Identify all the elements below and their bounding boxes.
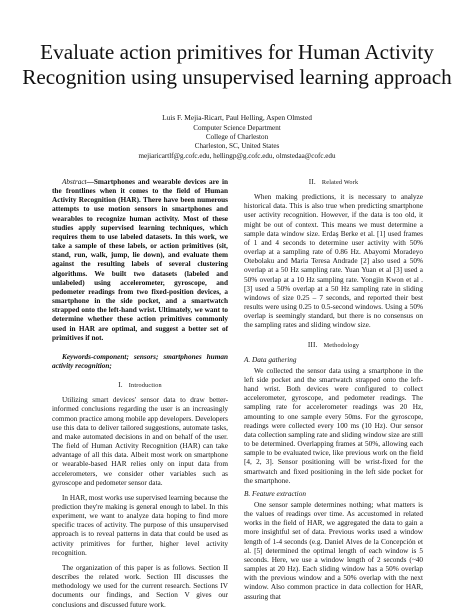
section-number: II. [308,178,316,186]
subsection-heading-data-gathering: A. Data gathering [244,355,297,364]
section-heading-introduction [52,381,228,390]
affiliation-college: College of Charleston [205,133,269,142]
section-heading-related-work [244,178,423,187]
section-number: I. [118,381,123,390]
affiliation-department: Computer Science Department [193,124,281,132]
keywords: Keywords-component; sensors; smartphones human activity recognition; [52,352,228,370]
affiliation-block [0,124,474,161]
section-title: Related Work [321,179,359,186]
abstract-label: Abstract [62,178,87,186]
intro-paragraph-1: Utilizing smart devices' sensor data to draw better-informed conclusions regarding the user is an increasingly common practice among mobile app developers. Developers use this data to deliver tailored suggestions, automate tasks, and make automated decisions in and on behalf of the user. The field of Human Activity Recognition (HAR) can take advantage of all this data. Albeit most work on smartphone or wearable-based HAR relies only on input data from accelerometers, we consider other variables such as gyroscope and pedometer sensor data. [52,396,228,487]
section-number: III. [307,340,318,349]
author-list: Luis F. Mejia-Ricart, Paul Helling, Aspen Olmsted [162,113,312,122]
abstract-text: —Smartphones and wearable devices are in the frontlines when it comes to the field of Human Activity Recognition (HAR). There have been numerous attempts to use motion sensors in smartphones and wearables to recognize human activity. Most of these studies apply supervised learning techniques, which requires them to use labeled datasets. In this work, we take a sample of these labels, or action primitives (sit, stand, run, walk, jump, lie down), and evaluate them against the resulting labels of several clustering algorithms. We built two datasets (labeled and unlabeled) using accelerometer, gyroscope, and pedometer readings from two fixed-position devices, a smartphone in the side pocket, and a smartwatch strapped onto the left-hand wrist. Ultimately, we want to determine whether these action primitives commonly used in HAR are optimal, and suggest a better set of primitives if not. [52,178,228,342]
affiliation-emails: mejiaricartlf@g.cofc.edu, hellingp@g.cofc.edu, olmstedaa@cofc.edu [138,151,336,160]
section-title: Introduction [128,382,162,390]
section-heading-methodology [244,341,423,350]
intro-paragraph-2: In HAR, most works use supervised learning because the prediction they're making is general enough to label. In this experiment, we want to analyze data hoping to find more specific traces of activity. The purpose of this unsupervised approach is to reveal patterns in data that could be used as activity primitives for further, higher level activity recognition. [52,493,228,557]
left-column [52,178,228,610]
section-title: Methodology [323,341,360,349]
related-work-paragraph: When making predictions, it is necessary to analyze historical data. This is also true when predicting smartphone user activity recognition. However, if the data is too old, it might be out of context. This means we must determine a sample data window size. Erdaş Berke et al. [1] used frames of 1 and 4 seconds to determine user activity with 50% overlap at a sampling rate of 0.86 Hz. Abayomi Moradeyo Otebolaku and Maria Teresa Andrade [2] also used a 50% overlap at a 50 Hz sampling rate. Yuan Yuan et al [3] used a 50% overlap at a 10 Hz sampling rate. Yongjin Kwon et al . [3] used a 50% overlap at a 50 Hz sampling rate in sliding windows of size 0.25 – 7 seconds, and reported their best results were using 0.25 to 0.5-second windows. Using a 50% overlap is seemingly standard, but there is no consensus on the sampling rates and sliding window size. [244,193,423,330]
paper-title: Evaluate action primitives for Human Activity Recognition using unsupervised learning approach [22,40,452,89]
abstract [52,178,228,343]
subsection-heading-feature-extraction: B. Feature extraction [244,489,306,498]
right-column [244,178,423,602]
affiliation-location: Charleston, SC, United States [194,142,280,151]
feature-extraction-paragraph: One sensor sample determines nothing; what matters is the values of readings over time. As accustomed in related works in the field of HAR, we aggregated the data to gain a more insightful set of data. Previous works used a window length of 1-4 seconds (e.g. Daniel Alves de la Concepción et al. [5] determined the optimal length of each window is 5 seconds. Here, we use a window length of 2 seconds (~40 samples at 20 Hz). Each sliding window has a 50% overlap with the previous window and a 50% overlap with the next window. Also common practice in data collection for HAR, assuring that [244,501,423,601]
methodology-paragraph: We collected the sensor data using a smartphone in the left side pocket and the smartwatch strapped onto the left-hand wrist. Both devices were configured to collect accelerometer, gyroscope, and pedometer readings. The sampling rate for accelerometer readings was 20 Hz, amounting to one sample every 50ms. For the gyroscope, readings were collected every 100 ms (10 Hz). Our sensor data collection sampling rate and sliding window size are still to be determined. Overlapping frames at 50%, allowing each sample to be evaluated twice, like previous work on the field [4, 2, 3]. Sensor positioning will be wrist-fixed for the smartwatch and fixed positioning in the left side pocket for the smartphone. [244,366,423,485]
intro-paragraph-3: The organization of this paper is as follows. Section II describes the related work. Section III discusses the methodology we used for the current research. Sections IV documents our findings, and Section V gives our conclusions and discussed future work. [52,563,228,609]
